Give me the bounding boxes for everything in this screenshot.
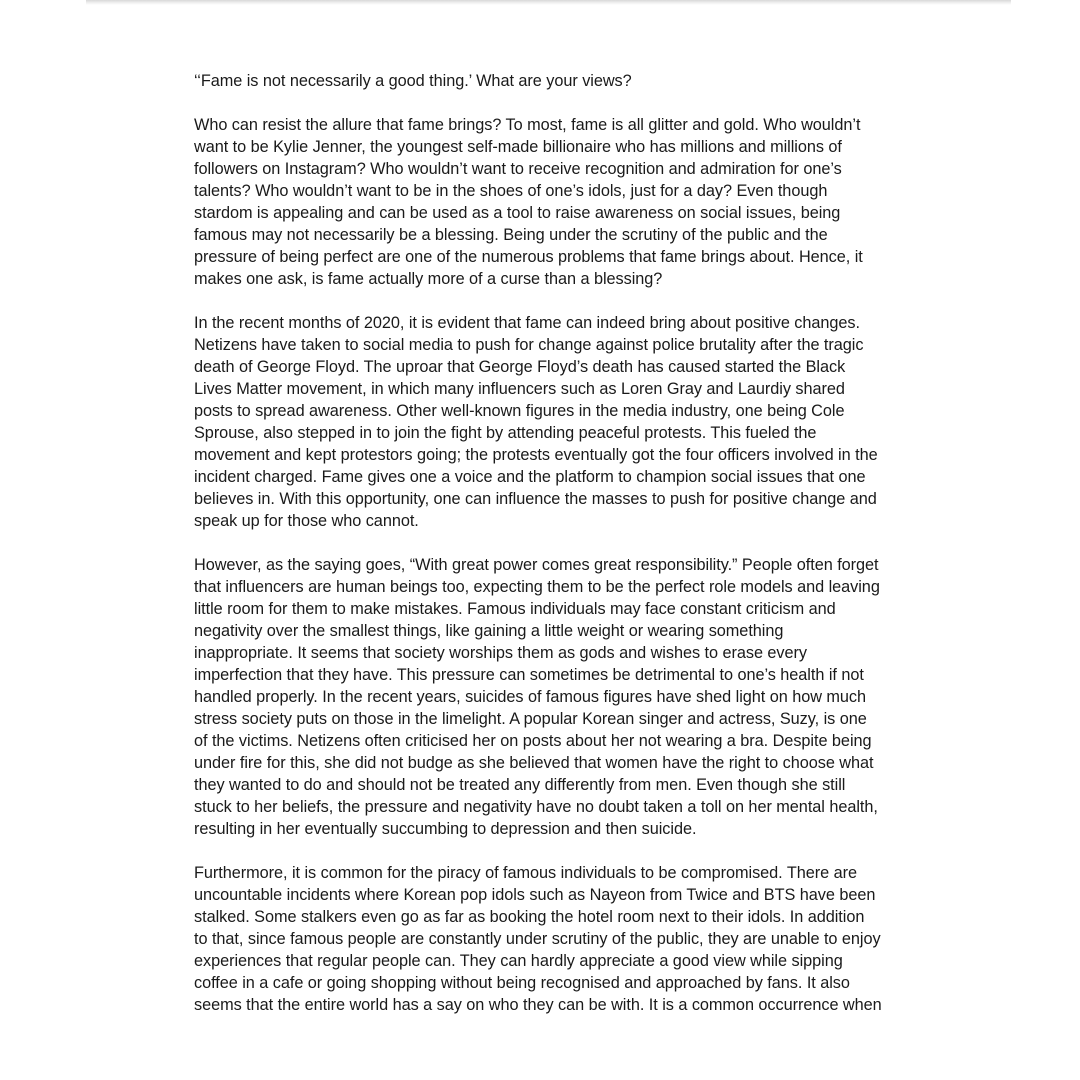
text-line: Sprouse, also stepped in to join the fight by attending peaceful protests. This fueled the xyxy=(194,424,817,442)
text-line: handled properly. In the recent years, suicides of famous figures have shed light on how much xyxy=(194,688,867,706)
document-body xyxy=(194,70,914,1038)
text-line: speak up for those who cannot. xyxy=(194,512,419,530)
text-line: to that, since famous people are constantly under scrutiny of the public, they are unable to enjoy xyxy=(194,930,881,948)
text-line: stardom is appealing and can be used as a tool to raise awareness on social issues, being xyxy=(194,204,841,222)
text-line: uncountable incidents where Korean pop idols such as Nayeon from Twice and BTS have been xyxy=(194,886,876,904)
text-line: of the victims. Netizens often criticised her on posts about her not wearing a bra. Despite being xyxy=(194,732,872,750)
text-line: pressure of being perfect are one of the numerous problems that fame brings about. Hence, it xyxy=(194,248,863,266)
text-line: that influencers are human beings too, expecting them to be the perfect role models and leaving xyxy=(194,578,880,596)
text-line: death of George Floyd. The uproar that George Floyd’s death has caused started the Black xyxy=(194,358,846,376)
text-line: Lives Matter movement, in which many influencers such as Loren Gray and Laurdiy shared xyxy=(194,380,845,398)
text-line: negativity over the smallest things, like gaining a little weight or wearing something xyxy=(194,622,784,640)
text-line: experiences that regular people can. They can hardly appreciate a good view while sipping xyxy=(194,952,843,970)
text-line: Who can resist the allure that fame brings? To most, fame is all glitter and gold. Who wouldn’t xyxy=(194,116,861,134)
text-line: want to be Kylie Jenner, the youngest self-made billionaire who has millions and millions of xyxy=(194,138,842,156)
text-line: stress society puts on those in the limelight. A popular Korean singer and actress, Suzy, is one xyxy=(194,710,867,728)
text-line: imperfection that they have. This pressure can sometimes be detrimental to one’s health if not xyxy=(194,666,864,684)
text-line: movement and kept protestors going; the protests eventually got the four officers involved in the xyxy=(194,446,878,464)
text-line: Netizens have taken to social media to push for change against police brutality after the tragic xyxy=(194,336,864,354)
text-line: believes in. With this opportunity, one can influence the masses to push for positive change and xyxy=(194,490,877,508)
essay-title: ‘‘Fame is not necessarily a good thing.’ What are your views? xyxy=(194,72,632,90)
text-line: resulting in her eventually succumbing to depression and then suicide. xyxy=(194,820,697,838)
text-line: stuck to her beliefs, the pressure and negativity have no doubt taken a toll on her mental health, xyxy=(194,798,878,816)
text-line: seems that the entire world has a say on who they can be with. It is a common occurrence when xyxy=(194,996,882,1014)
essay-paragraph xyxy=(194,862,914,1016)
essay-paragraphs xyxy=(194,114,914,1016)
text-line: inappropriate. It seems that society worships them as gods and wishes to erase every xyxy=(194,644,807,662)
text-line: However, as the saying goes, “With great power comes great responsibility.” People often forget xyxy=(194,556,879,574)
text-line: In the recent months of 2020, it is evident that fame can indeed bring about positive changes. xyxy=(194,314,860,332)
text-line: incident charged. Fame gives one a voice and the platform to champion social issues that one xyxy=(194,468,866,486)
text-line: makes one ask, is fame actually more of a curse than a blessing? xyxy=(194,270,663,288)
text-line: followers on Instagram? Who wouldn’t want to receive recognition and admiration for one’s xyxy=(194,160,842,178)
text-line: talents? Who wouldn’t want to be in the shoes of one’s idols, just for a day? Even though xyxy=(194,182,828,200)
text-line: coffee in a cafe or going shopping without being recognised and approached by fans. It also xyxy=(194,974,850,992)
text-line: Furthermore, it is common for the piracy of famous individuals to be compromised. There are xyxy=(194,864,857,882)
essay-paragraph xyxy=(194,114,914,290)
essay-paragraph xyxy=(194,554,914,840)
text-line: famous may not necessarily be a blessing. Being under the scrutiny of the public and the xyxy=(194,226,828,244)
text-line: under fire for this, she did not budge as she believed that women have the right to choose what xyxy=(194,754,874,772)
text-line: stalked. Some stalkers even go as far as booking the hotel room next to their idols. In addition xyxy=(194,908,865,926)
page-top-edge-shadow xyxy=(86,0,1011,5)
essay-paragraph xyxy=(194,312,914,532)
text-line: posts to spread awareness. Other well-known figures in the media industry, one being Cole xyxy=(194,402,845,420)
text-line: they wanted to do and should not be treated any differently from men. Even though she still xyxy=(194,776,846,794)
text-line: little room for them to make mistakes. Famous individuals may face constant criticism and xyxy=(194,600,836,618)
